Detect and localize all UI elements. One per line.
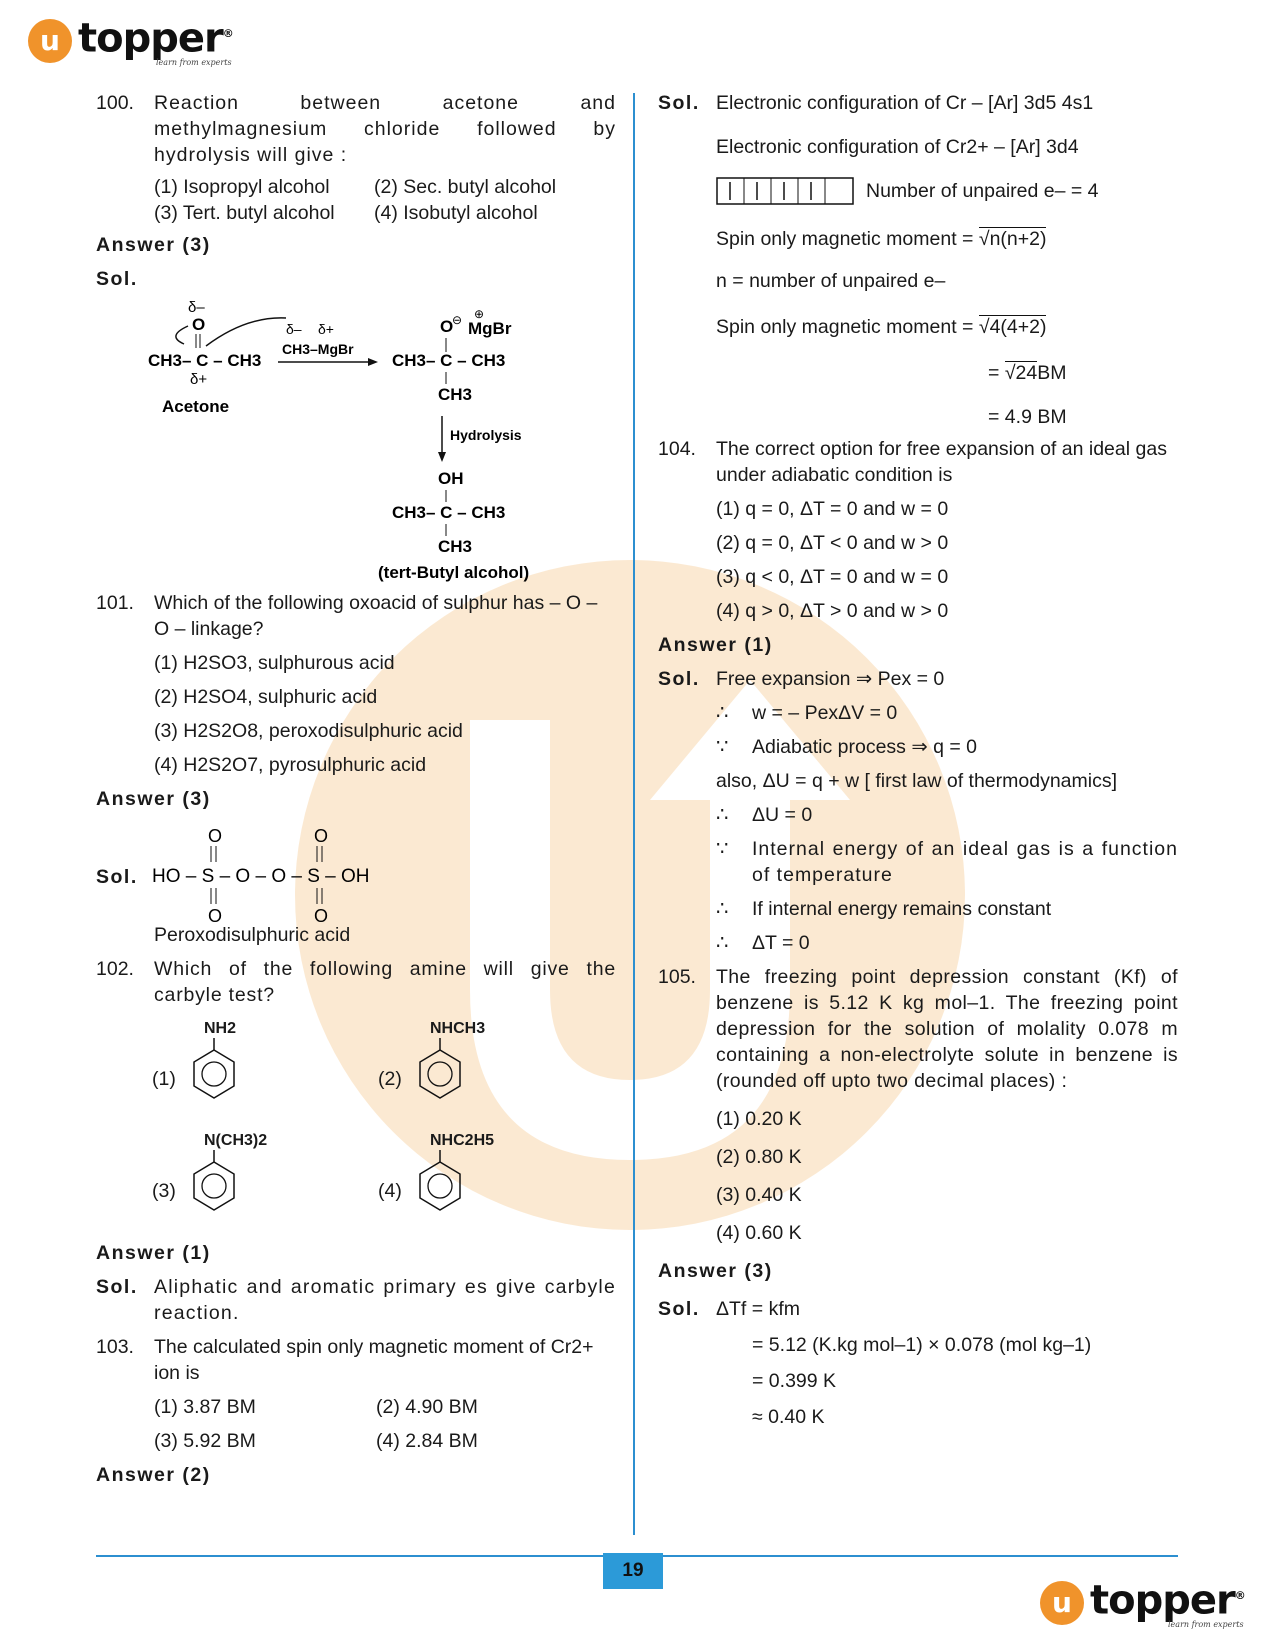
header-logo <box>28 14 233 67</box>
svg-text:⊕: ⊕ <box>474 307 485 321</box>
svg-text:δ+: δ+ <box>318 321 334 337</box>
svg-text:O: O <box>208 826 223 846</box>
answer-102: Answer (1) <box>96 1242 211 1264</box>
peroxodisulphuric-structure <box>152 820 472 930</box>
logo-wordmark: topper® <box>78 15 233 62</box>
answer-104: Answer (1) <box>658 634 773 656</box>
amine-option-1: (1) NH2 <box>152 1016 292 1116</box>
sol-103: Sol. Electronic configuration of Cr – [Ar] 3d5 4s1 Electronic configuration of Cr2+ – [Ar] 3d4 Number of unpaired e– = 4 Spin only magnetic moment = √n(n+2) n = number of unpaired e– Spin only magnetic moment = √4(4+2) = √24BM = 4.9 BM <box>658 92 1099 428</box>
sol-101-structure: Sol. O O HO – S – O – O – S – OH O O <box>96 820 616 930</box>
svg-text:δ+: δ+ <box>190 371 208 388</box>
svg-text:δ–: δ– <box>188 299 205 316</box>
sol-102-text: Aliphatic and aromatic primary es give carbyle reaction. <box>154 1276 616 1324</box>
benzene-ring-icon <box>416 1038 464 1108</box>
question-103-text: The calculated spin only magnetic moment of Cr2+ ion is <box>154 1336 594 1384</box>
svg-text:CH3– C – CH3: CH3– C – CH3 <box>392 351 506 370</box>
logo-u-icon: u <box>1040 1581 1084 1625</box>
svg-text:O: O <box>314 906 329 926</box>
svg-text:HO – S – O – O – S – OH: HO – S – O – O – S – OH <box>152 866 370 887</box>
logo-u-icon: u <box>28 19 72 63</box>
svg-text:CH3– C – CH3: CH3– C – CH3 <box>392 503 506 522</box>
left-column: 100. Reaction between acetone and methylmagnesium chloride followed by hydrolysis will give : (1) Isopropyl alcohol (2) Sec. butyl alcohol (3) Tert. butyl alcohol (4) Isobutyl alcohol Answer (3) Sol. δ– O CH3– C – CH3 δ+ Acetone δ– δ+ CH3–MgBr O ⊖ ⊕ MgBr CH3– C – CH3 CH3 Hydrolysis OH CH3– C – CH3 CH3 (tert-Butyl alcohol) 101. Which of the following oxoacid of sulphur has – O – O – linkage? (1) H2SO3, sulphurous acid (2) H2SO4, sulphuric acid (3) H2S2O8, peroxodisulphuric acid (4) H2S2O7, pyrosulphuric acid Answer (3) Sol. O O HO – S – O – O – S – OH O O Peroxodisulphuric acid 102. Which of the following amine will give the carbyle test? (1) NH2 (2) NHCH3 (3) N(CH3)2 (4) NHC2H5 Answer (1) Sol. Aliphatic and aromatic primary es give carbyle reaction. 103. The calculated spin only magnetic moment of Cr2+ ion is (1) 3.87 BM (2) 4.90 BM (3) 5.92 BM (4) 2.84 BM Answer (2) <box>96 92 616 1486</box>
svg-text:OH: OH <box>438 469 464 488</box>
svg-text:CH3: CH3 <box>438 385 473 404</box>
svg-text:CH3: CH3 <box>438 537 473 556</box>
amine-option-3: (3) N(CH3)2 <box>152 1128 312 1228</box>
question-103: 103. The calculated spin only magnetic moment of Cr2+ ion is (1) 3.87 BM (2) 4.90 BM (3) 5.92 BM (4) 2.84 BM Answer (2) <box>96 1334 616 1488</box>
question-101-text: Which of the following oxoacid of sulphur has – O – O – linkage? <box>154 592 598 640</box>
question-104: 104. The correct option for free expansion of an ideal gas under adiabatic condition is (1) q = 0, ΔT = 0 and w = 0 (2) q = 0, ΔT < 0 and w > 0 (3) q < 0, ΔT = 0 and w = 0 (4) q > 0, ΔT > 0 and w > 0 Answer (1) Sol. Free expansion ⇒ Pex = 0 ∴ w = – PexΔV = 0 ∵ Adiabatic process ⇒ q = 0 also, ΔU = q + w [ first law of thermodynamics] ∴ ΔU = 0 ∵ Internal energy of an ideal gas is a function of temperature ∴ If internal energy remains constant ∴ ΔT = 0 <box>658 438 1178 954</box>
benzene-ring-icon <box>416 1150 464 1220</box>
question-104-text: The correct option for free expansion of an ideal gas under adiabatic condition is <box>716 438 1167 486</box>
benzene-ring-icon <box>190 1038 238 1108</box>
page-number: 19 <box>603 1553 663 1589</box>
answer-105: Answer (3) <box>658 1260 773 1282</box>
answer-101: Answer (3) <box>96 788 211 810</box>
question-100: 100. Reaction between acetone and methylmagnesium chloride followed by hydrolysis will give : (1) Isopropyl alcohol (2) Sec. butyl alcohol (3) Tert. butyl alcohol (4) Isobutyl alcohol Answer (3) Sol. <box>96 92 616 290</box>
svg-text:(tert-Butyl alcohol): (tert-Butyl alcohol) <box>378 563 530 582</box>
svg-text:δ–: δ– <box>286 321 302 337</box>
question-105-text: The freezing point depression constant (Kf) of benzene is 5.12 K kg mol–1. The freezing point depression for the solution of molality 0.078 m containing a non-electrolyte solute in benzene is (rounded off upto two decimal places) : <box>716 966 1178 1092</box>
logo-tagline: learn from experts <box>1168 1620 1244 1630</box>
question-105: 105. The freezing point depression constant (Kf) of benzene is 5.12 K kg mol–1. The freezing point depression for the solution of molality 0.078 m containing a non-electrolyte solute in benzene is (rounded off upto two decimal places) : (1) 0.20 K (2) 0.80 K (3) 0.40 K (4) 0.60 K Answer (3) Sol. ΔTf = kfm = 5.12 (K.kg mol–1) × 0.078 (mol kg–1) = 0.399 K ≈ 0.40 K <box>658 966 1178 1428</box>
question-101: 101. Which of the following oxoacid of sulphur has – O – O – linkage? (1) H2SO3, sulphurous acid (2) H2SO4, sulphuric acid (3) H2S2O8, peroxodisulphuric acid (4) H2S2O7, pyrosulphuric acid Answer (3) <box>96 590 616 812</box>
amine-option-2: (2) NHCH3 <box>378 1016 558 1116</box>
svg-text:O: O <box>440 317 454 336</box>
svg-text:CH3–MgBr: CH3–MgBr <box>282 341 354 357</box>
sol-100: Sol. <box>96 268 138 290</box>
footer-logo <box>1040 1576 1245 1629</box>
structure-label: Peroxodisulphuric acid <box>154 924 351 946</box>
svg-text:Acetone: Acetone <box>162 397 230 416</box>
question-102-text: Which of the following amine will give the carbyle test? <box>154 958 616 1006</box>
right-column <box>658 90 1178 1430</box>
logo-tagline: learn from experts <box>156 58 232 68</box>
svg-text:O: O <box>192 315 206 334</box>
svg-text:CH3– C – CH3: CH3– C – CH3 <box>148 351 262 370</box>
svg-text:Hydrolysis: Hydrolysis <box>450 427 522 443</box>
question-102: 102. Which of the following amine will give the carbyle test? <box>96 958 616 1006</box>
svg-text:⊖: ⊖ <box>452 313 463 327</box>
grignard-reaction-diagram <box>96 296 616 586</box>
logo-wordmark: topper® <box>1090 1577 1245 1624</box>
column-divider <box>633 93 635 1535</box>
svg-text:O: O <box>208 906 223 926</box>
svg-text:MgBr: MgBr <box>468 319 512 338</box>
amine-options <box>96 1016 616 1236</box>
answer-103: Answer (2) <box>96 1464 211 1486</box>
question-100-text: Reaction between acetone and methylmagnesium chloride followed by hydrolysis will give : <box>154 92 616 166</box>
answer-100: Answer (3) <box>96 234 211 256</box>
orbital-boxes-icon <box>716 176 856 206</box>
amine-option-4: (4) NHC2H5 <box>378 1128 558 1228</box>
svg-text:O: O <box>314 826 329 846</box>
benzene-ring-icon <box>190 1150 238 1220</box>
